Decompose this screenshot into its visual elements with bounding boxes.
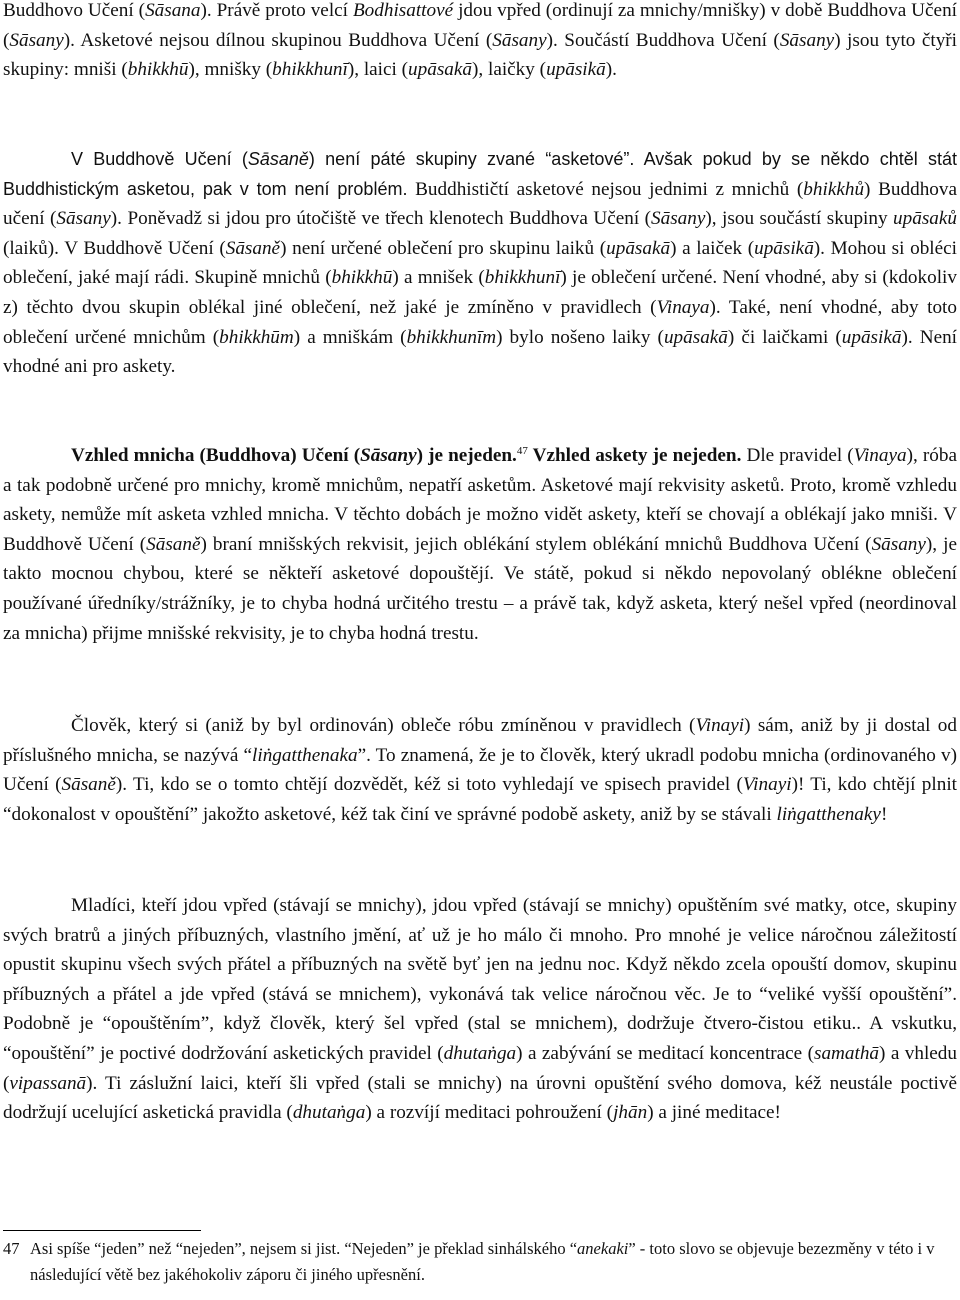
footnote-divider bbox=[3, 1230, 201, 1231]
paragraph-4: Člověk, který si (aniž by byl ordinován) obleče róbu zmíněnou v pravidlech (Vinayi) sám, aniž by ji dostal od příslušného mnicha, se nazývá “liṅgatthenaka”. To znamená, že je to člověk, který ukradl podobu mnicha (ordinovaného v) Učení (Sāsaně). Ti, kdo se o tomto chtějí dozvědět, kéž si toto vyhledají ve spisech pravidel (Vinayi)! Ti, kdo chtějí plnit “dokonalost v opouštění” jakožto asketové, kéž tak činí ve správné podobě askety, aniž by se stávali liṅgatthenaky! bbox=[3, 715, 957, 825]
footnote-reference: 47 bbox=[516, 445, 528, 457]
footnote-text: Asi spíše “jeden” než “nejeden”, nejsem si jist. “Nejeden” je překlad sinhálského “anekaki” - toto slovo se objevuje bezezměny v této i v následující větě bez jakéhokoliv záporu či jiného upřesnění. bbox=[30, 1239, 935, 1284]
paragraph-3: Vzhled mnicha (Buddhova) Učení (Sāsany) je nejeden.$^{47}$ Vzhled askety je nejeden. Dle pravidel (Vinaya), róba a tak podobně určené pro mnichy, kromě mnichům, nepatří asketům. Asketové mají rekvisity asketů. Proto, kromě vzhledu askety, nemůže mít asketa vzhled mnicha. V těchto dobách je možno vidět askety, kteří se chovají a oblékají jako mniši. V Buddhově Učení (Sāsaně) braní mnišských rekvisit, jejich oblékání stylem oblékání mnichů Buddhova Učení (Sāsany), je takto mocnou chybou, které se někteří asketové dopouštějí. Ve státě, pokud si někdo nepovolaný oblékne oblečení používané úředníky/strážníky, je to chyba hodná určitého trestu – a právě tak, když asketa, který nešel vpřed (neordinoval za mnicha) přijme mnišské rekvisity, je to chyba hodná trestu. bbox=[3, 445, 957, 644]
paragraph-2: V Buddhově Učení (Sāsaně) není páté skupiny zvané “asketové”. Avšak pokud by se někdo chtěl stát Buddhistickým asketou, pak v tom není problém. Buddhističtí asketové nejsou jednimi z mnichů (bhikkhů) Buddhova učení (Sāsany). Poněvadž si jdou pro útočiště ve třech klenotech Buddhova Učení (Sāsany), jsou součástí skupiny upāsaků (laiků). V Buddhově Učení (Sāsaně) není určené oblečení pro skupinu laiků (upāsakā) a laiček (upāsikā). Mohou si obléci oblečení, jaké mají rádi. Skupině mnichů (bhikkhū) a mnišek (bhikkhunī) je oblečení určené. Není vhodné, aby si (kdokoliv z) těchto dvou skupin oblékal jiné oblečení, než jaké je zmíněno v pravidlech (Vinaya). Také, není vhodné, aby toto oblečení určené mnichům (bhikkhūm) a mniškám (bhikkhunīm) bylo nošeno laiky (upāsakā) či laičkami (upāsikā). Není vhodné ani pro askety. bbox=[3, 149, 958, 378]
paragraph-5: Mladíci, kteří jdou vpřed (stávají se mnichy), jdou vpřed (stávají se mnichy) opuštěním své matky, otce, skupiny svých bratrů a jiných příbuzných, vlastního jmění, ať už je ho málo či mnoho. Pro mnohé je velice náročnou záležitostí opustit skupinu všech svých přátel a příbuzných na světě byť jen na jednu noc. Když někdo zcela opouští domov, skupinu příbuzných a přátel a jde vpřed (stává se mnichem), vykonává tak velice náročnou věc. Je to “veliké vyšší opouštění”. Podobně je “opouštěním”, když člověk, který šel vpřed (stal se mnichem), dodržuje čtvero-čistou etiku.. A vskutku, “opouštění” je poctivé dodržování asketických pravidel (dhutaṅga) a zabývání se meditací koncentrace (samathā) a vhledu (vipassanā). Ti záslužní laici, kteří šli vpřed (stali se mnichy) na úrovni opuštění svého domova, kéž neustále poctivě dodržují ucelující asketická pravidla (dhutaṅga) a rozvíjí meditaci pohroužení (jhān) a jiné meditace! bbox=[3, 895, 957, 1124]
paragraph-1: Buddhovo Učení (Sāsana). Právě proto velcí Bodhisattové jdou vpřed (ordinují za mnichy/mnišky) v době Buddhova Učení (Sāsany). Asketové nejsou dílnou skupinou Buddhova Učení (Sāsany). Součástí Buddhova Učení (Sāsany) jsou tyto čtyři skupiny: mniši (bhikkhū), mnišky (bhikkhunī), laici (upāsakā), laičky (upāsikā). bbox=[3, 0, 958, 81]
footnote-number: 47 bbox=[3, 1239, 20, 1258]
